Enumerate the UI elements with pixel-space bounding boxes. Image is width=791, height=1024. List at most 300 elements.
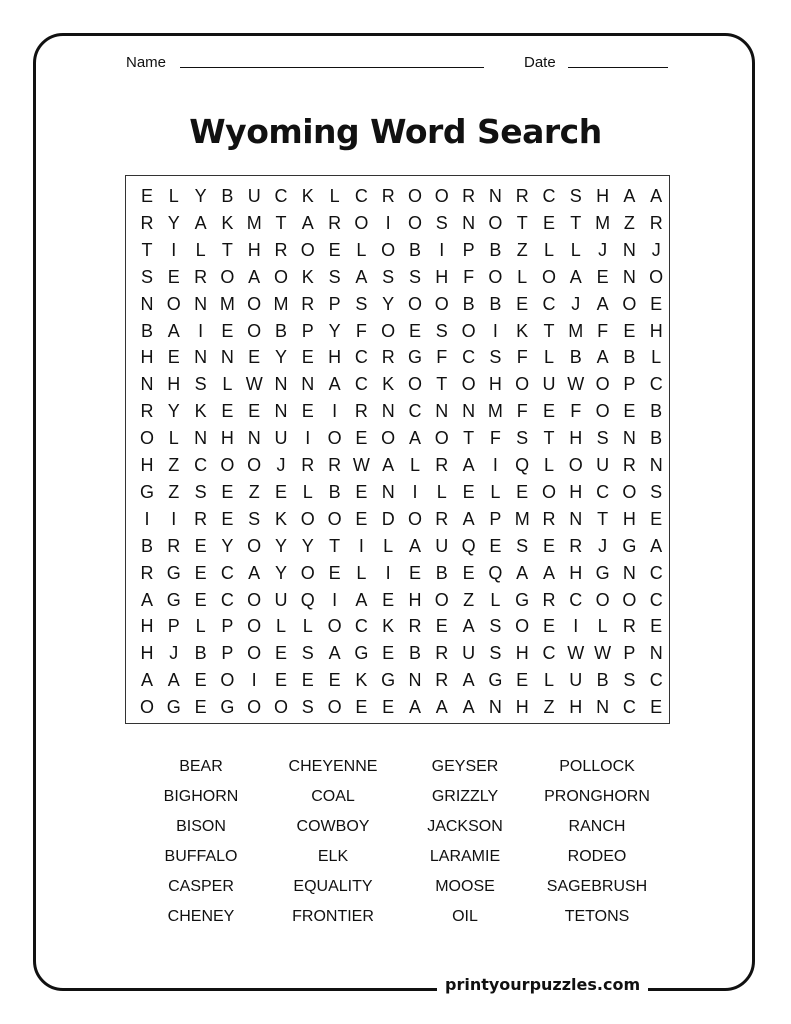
- grid-letter: N: [194, 428, 208, 449]
- grid-letter: T: [141, 239, 153, 260]
- grid-letter: O: [595, 374, 610, 395]
- grid-letter: N: [488, 186, 502, 206]
- grid-letter: E: [328, 239, 341, 260]
- grid-letter: S: [650, 481, 663, 502]
- grid-letter: N: [381, 481, 395, 502]
- grid-letter: N: [220, 347, 234, 368]
- word-item: ELK: [317, 848, 349, 865]
- grid-letter: T: [221, 239, 233, 260]
- grid-letter: I: [251, 670, 257, 691]
- grid-letter: I: [198, 320, 204, 341]
- grid-letter: E: [355, 481, 368, 502]
- grid-letter: S: [301, 643, 314, 664]
- grid-letter: O: [622, 589, 637, 610]
- grid-letter: O: [541, 266, 556, 287]
- grid-letter: O: [407, 186, 422, 206]
- grid-letter: U: [247, 186, 261, 206]
- grid-letter: J: [598, 239, 608, 260]
- grid-letter: L: [168, 428, 179, 449]
- grid-letter: L: [275, 616, 286, 637]
- grid-letter: N: [274, 401, 288, 422]
- grid-letter: R: [435, 670, 449, 691]
- grid-letter: Q: [461, 535, 476, 556]
- grid-letter: R: [649, 212, 663, 233]
- grid-letter: O: [327, 508, 342, 529]
- grid-letter: C: [354, 186, 368, 206]
- grid-letter: O: [247, 616, 262, 637]
- grid-letter: E: [221, 481, 234, 502]
- grid-letter: S: [301, 697, 314, 718]
- grid-letter: S: [408, 266, 421, 287]
- grid-letter: E: [221, 320, 234, 341]
- grid-letter: W: [567, 643, 585, 664]
- grid-letter: A: [194, 212, 207, 233]
- grid-letter: N: [140, 374, 154, 395]
- grid-letter: N: [488, 697, 502, 718]
- grid-letter: N: [569, 508, 583, 529]
- footer-site: printyourpuzzles.com: [437, 975, 648, 994]
- grid-letter: N: [408, 670, 422, 691]
- grid-letter: H: [328, 347, 342, 368]
- grid-letter: O: [327, 428, 342, 449]
- grid-letter: E: [221, 508, 234, 529]
- grid-letter: C: [542, 643, 556, 664]
- grid-letter: O: [247, 455, 262, 475]
- grid-letter: N: [381, 401, 395, 422]
- grid-letter: L: [302, 481, 313, 502]
- grid-letter: I: [492, 455, 498, 475]
- grid-letter: K: [382, 616, 395, 637]
- word-item: COWBOY: [296, 818, 370, 835]
- grid-letter: B: [596, 670, 609, 691]
- grid-letter: E: [301, 347, 314, 368]
- grid-row: [126, 210, 671, 237]
- grid-letter: L: [651, 347, 662, 368]
- grid-letter: A: [542, 562, 555, 583]
- grid-letter: Q: [488, 562, 503, 583]
- word-item: BISON: [176, 818, 226, 835]
- grid-letter: B: [435, 562, 448, 583]
- grid-letter: I: [171, 508, 177, 529]
- grid-letter: R: [515, 186, 529, 206]
- grid-letter: N: [301, 374, 315, 395]
- grid-letter: R: [381, 347, 395, 368]
- grid-letter: H: [140, 643, 154, 664]
- grid-letter: F: [570, 401, 582, 422]
- grid-letter: I: [412, 481, 418, 502]
- grid-letter: B: [140, 320, 153, 341]
- grid-letter: A: [569, 266, 582, 287]
- grid-letter: H: [220, 428, 234, 449]
- word-item: CASPER: [168, 878, 234, 895]
- grid-letter: O: [247, 320, 262, 341]
- grid-letter: A: [301, 212, 314, 233]
- grid-letter: E: [542, 535, 555, 556]
- grid-letter: N: [194, 293, 208, 314]
- grid-letter: O: [461, 320, 476, 341]
- grid-letter: Y: [221, 535, 234, 556]
- grid-letter: O: [595, 401, 610, 422]
- grid-letter: O: [247, 697, 262, 718]
- grid-letter: N: [649, 643, 663, 664]
- grid-letter: H: [140, 455, 154, 475]
- grid-letter: N: [596, 697, 610, 718]
- grid-letter: K: [301, 186, 314, 206]
- grid-letter: A: [248, 562, 261, 583]
- grid-letter: O: [407, 293, 422, 314]
- grid-letter: E: [355, 428, 368, 449]
- grid-letter: P: [623, 374, 636, 395]
- grid-letter: E: [194, 697, 207, 718]
- grid-letter: B: [569, 347, 582, 368]
- grid-letter: O: [622, 293, 637, 314]
- grid-letter: E: [650, 697, 663, 718]
- grid-letter: O: [381, 239, 396, 260]
- grid-letter: F: [516, 401, 528, 422]
- grid-letter: K: [221, 212, 234, 233]
- grid-letter: L: [570, 239, 581, 260]
- grid-letter: N: [622, 239, 636, 260]
- grid-letter: T: [543, 428, 555, 449]
- grid-letter: C: [622, 697, 636, 718]
- grid-letter: L: [195, 239, 206, 260]
- grid-letter: C: [542, 293, 556, 314]
- word-item: CHENEY: [167, 908, 235, 925]
- grid-row: [126, 640, 671, 667]
- grid-letter: S: [516, 535, 529, 556]
- grid-letter: U: [462, 643, 476, 664]
- grid-letter: O: [434, 589, 449, 610]
- grid-letter: R: [194, 508, 208, 529]
- grid-letter: P: [489, 508, 502, 529]
- grid-letter: O: [327, 697, 342, 718]
- grid-letter: E: [140, 186, 153, 206]
- grid-letter: P: [167, 616, 180, 637]
- grid-letter: B: [140, 535, 153, 556]
- grid-letter: L: [356, 562, 367, 583]
- grid-letter: H: [140, 347, 154, 368]
- grid-letter: Y: [274, 347, 287, 368]
- grid-letter: A: [462, 670, 475, 691]
- grid-letter: A: [140, 589, 153, 610]
- grid-letter: A: [382, 455, 395, 475]
- grid-letter: E: [274, 481, 287, 502]
- grid-letter: O: [220, 266, 235, 287]
- grid-letter: T: [543, 320, 555, 341]
- grid-letter: U: [596, 455, 610, 475]
- grid-letter: H: [515, 697, 529, 718]
- grid-letter: O: [273, 697, 288, 718]
- grid-letter: E: [274, 670, 287, 691]
- grid-letter: R: [542, 508, 556, 529]
- grid-row: [126, 506, 671, 533]
- grid-letter: O: [488, 266, 503, 287]
- grid-letter: F: [597, 320, 609, 341]
- grid-letter: C: [649, 589, 663, 610]
- grid-letter: W: [245, 374, 263, 395]
- grid-letter: E: [542, 212, 555, 233]
- grid-letter: G: [220, 697, 235, 718]
- grid-letter: U: [274, 428, 288, 449]
- grid-letter: S: [382, 266, 395, 287]
- grid-letter: R: [408, 616, 422, 637]
- word-item: CHEYENNE: [288, 758, 378, 775]
- grid-letter: T: [275, 212, 287, 233]
- grid-letter: L: [490, 481, 501, 502]
- grid-row: [126, 264, 671, 291]
- word-item: RODEO: [567, 848, 627, 865]
- grid-letter: A: [462, 697, 475, 718]
- grid-row: [126, 291, 671, 318]
- grid-letter: E: [382, 697, 395, 718]
- grid-letter: T: [436, 374, 448, 395]
- grid-letter: H: [649, 320, 663, 341]
- grid-letter: E: [650, 508, 663, 529]
- grid-letter: B: [623, 347, 636, 368]
- grid-letter: Y: [301, 535, 314, 556]
- grid-letter: N: [622, 266, 636, 287]
- grid-letter: I: [439, 239, 445, 260]
- grid-letter: C: [649, 670, 663, 691]
- grid-letter: S: [516, 428, 529, 449]
- grid-letter: A: [435, 697, 448, 718]
- grid-letter: O: [515, 616, 530, 637]
- name-label: Name: [126, 54, 167, 71]
- grid-letter: W: [594, 643, 612, 664]
- grid-letter: E: [248, 401, 261, 422]
- word-item: MOOSE: [435, 878, 495, 895]
- grid-letter: T: [329, 535, 341, 556]
- grid-letter: G: [407, 347, 422, 368]
- grid-letter: Y: [167, 401, 180, 422]
- grid-letter: E: [435, 616, 448, 637]
- grid-letter: R: [622, 455, 636, 475]
- grid-letter: Q: [300, 589, 315, 610]
- grid-letter: D: [381, 508, 395, 529]
- grid-letter: O: [407, 374, 422, 395]
- grid-letter: N: [462, 401, 476, 422]
- grid-letter: A: [462, 616, 475, 637]
- grid-letter: L: [490, 589, 501, 610]
- grid-letter: C: [220, 589, 234, 610]
- grid-row: [126, 667, 671, 694]
- grid-letter: G: [354, 643, 369, 664]
- grid-letter: G: [595, 562, 610, 583]
- grid-letter: O: [595, 589, 610, 610]
- grid-letter: E: [301, 670, 314, 691]
- grid-letter: H: [435, 266, 449, 287]
- word-item: FRONTIER: [292, 908, 374, 925]
- grid-letter: L: [356, 239, 367, 260]
- grid-letter: W: [352, 455, 370, 475]
- grid-letter: J: [571, 293, 581, 314]
- grid-letter: Y: [328, 320, 341, 341]
- grid-letter: R: [435, 508, 449, 529]
- grid-letter: J: [598, 535, 608, 556]
- grid-letter: Z: [516, 239, 528, 260]
- grid-letter: M: [595, 212, 611, 233]
- grid-letter: Z: [543, 697, 555, 718]
- grid-letter: N: [247, 428, 261, 449]
- grid-letter: B: [650, 428, 663, 449]
- grid-letter: E: [542, 401, 555, 422]
- grid-letter: J: [276, 455, 286, 475]
- word-item: EQUALITY: [293, 878, 373, 895]
- grid-letter: A: [462, 508, 475, 529]
- word-item: LARAMIE: [429, 848, 501, 865]
- grid-letter: A: [167, 320, 180, 341]
- grid-letter: O: [434, 186, 449, 206]
- grid-letter: R: [301, 455, 315, 475]
- word-item: GEYSER: [431, 758, 499, 775]
- grid-letter: O: [247, 293, 262, 314]
- grid-letter: O: [247, 643, 262, 664]
- grid-letter: R: [274, 239, 288, 260]
- grid-letter: H: [488, 374, 502, 395]
- grid-letter: S: [355, 293, 368, 314]
- grid-letter: L: [195, 616, 206, 637]
- grid-letter: E: [650, 293, 663, 314]
- grid-row: [126, 479, 671, 506]
- grid-letter: Y: [194, 186, 207, 206]
- word-item: SAGEBRUSH: [546, 878, 648, 895]
- grid-letter: E: [382, 589, 395, 610]
- grid-letter: Z: [168, 455, 180, 475]
- grid-letter: A: [408, 535, 421, 556]
- grid-letter: E: [194, 535, 207, 556]
- grid-letter: I: [358, 535, 364, 556]
- grid-letter: T: [463, 428, 475, 449]
- grid-letter: H: [622, 508, 636, 529]
- grid-letter: G: [381, 670, 396, 691]
- grid-letter: L: [543, 455, 554, 475]
- grid-letter: S: [489, 347, 502, 368]
- grid-letter: R: [140, 212, 154, 233]
- word-item: OIL: [452, 908, 478, 925]
- grid-letter: E: [516, 293, 529, 314]
- grid-letter: N: [649, 455, 663, 475]
- grid-letter: Z: [168, 481, 180, 502]
- grid-letter: M: [514, 508, 530, 529]
- grid-letter: O: [139, 697, 154, 718]
- grid-letter: L: [543, 347, 554, 368]
- grid-letter: Y: [274, 535, 287, 556]
- grid-row: [126, 533, 671, 560]
- grid-letter: I: [305, 428, 311, 449]
- grid-letter: R: [542, 589, 556, 610]
- grid-letter: G: [139, 481, 154, 502]
- letter-grid: [125, 175, 670, 724]
- grid-letter: E: [516, 670, 529, 691]
- grid-letter: S: [569, 186, 582, 206]
- grid-letter: A: [355, 266, 368, 287]
- grid-letter: U: [542, 374, 556, 395]
- grid-letter: L: [222, 374, 233, 395]
- grid-letter: B: [328, 481, 341, 502]
- grid-letter: P: [462, 239, 475, 260]
- grid-letter: O: [354, 212, 369, 233]
- grid-letter: E: [596, 266, 609, 287]
- grid-letter: K: [301, 266, 314, 287]
- grid-letter: A: [462, 455, 475, 475]
- word-item: TETONS: [564, 908, 630, 925]
- grid-letter: E: [489, 535, 502, 556]
- grid-letter: B: [650, 401, 663, 422]
- grid-letter: H: [569, 481, 583, 502]
- word-item: BEAR: [179, 758, 223, 775]
- grid-letter: O: [220, 670, 235, 691]
- grid-letter: R: [435, 455, 449, 475]
- grid-letter: I: [332, 401, 338, 422]
- grid-letter: O: [434, 293, 449, 314]
- grid-letter: K: [274, 508, 287, 529]
- grid-letter: O: [622, 481, 637, 502]
- grid-letter: O: [139, 428, 154, 449]
- grid-letter: I: [144, 508, 150, 529]
- grid-row: [126, 587, 671, 614]
- grid-letter: R: [140, 562, 154, 583]
- grid-letter: P: [328, 293, 341, 314]
- grid-letter: I: [171, 239, 177, 260]
- grid-letter: N: [194, 347, 208, 368]
- grid-letter: S: [489, 643, 502, 664]
- grid-letter: O: [300, 508, 315, 529]
- grid-letter: N: [435, 401, 449, 422]
- grid-letter: Z: [623, 212, 635, 233]
- grid-letter: B: [194, 643, 207, 664]
- grid-letter: S: [194, 481, 207, 502]
- grid-letter: G: [166, 697, 181, 718]
- grid-letter: C: [569, 589, 583, 610]
- grid-letter: G: [166, 589, 181, 610]
- grid-letter: C: [220, 562, 234, 583]
- grid-letter: R: [622, 616, 636, 637]
- grid-letter: L: [597, 616, 608, 637]
- grid-letter: B: [221, 186, 234, 206]
- grid-letter: F: [436, 347, 448, 368]
- grid-letter: G: [515, 589, 530, 610]
- grid-row: [126, 237, 671, 264]
- grid-letter: A: [596, 293, 609, 314]
- grid-letter: H: [569, 562, 583, 583]
- grid-letter: S: [489, 616, 502, 637]
- grid-letter: R: [194, 266, 208, 287]
- grid-letter: O: [381, 428, 396, 449]
- grid-letter: K: [516, 320, 529, 341]
- grid-letter: E: [194, 589, 207, 610]
- grid-row: [126, 694, 671, 721]
- grid-letter: R: [328, 212, 342, 233]
- grid-letter: E: [248, 347, 261, 368]
- grid-letter: F: [463, 266, 475, 287]
- grid-letter: M: [246, 212, 262, 233]
- grid-letter: E: [274, 643, 287, 664]
- grid-letter: B: [274, 320, 287, 341]
- grid-letter: S: [194, 374, 207, 395]
- grid-letter: A: [408, 428, 421, 449]
- grid-letter: P: [623, 643, 636, 664]
- grid-letter: O: [300, 239, 315, 260]
- grid-letter: N: [622, 428, 636, 449]
- grid-letter: H: [140, 616, 154, 637]
- grid-letter: P: [221, 643, 234, 664]
- grid-row: [126, 613, 671, 640]
- grid-letter: L: [409, 455, 420, 475]
- grid-letter: U: [435, 535, 449, 556]
- grid-letter: C: [274, 186, 288, 206]
- grid-letter: C: [408, 401, 422, 422]
- grid-letter: S: [435, 320, 448, 341]
